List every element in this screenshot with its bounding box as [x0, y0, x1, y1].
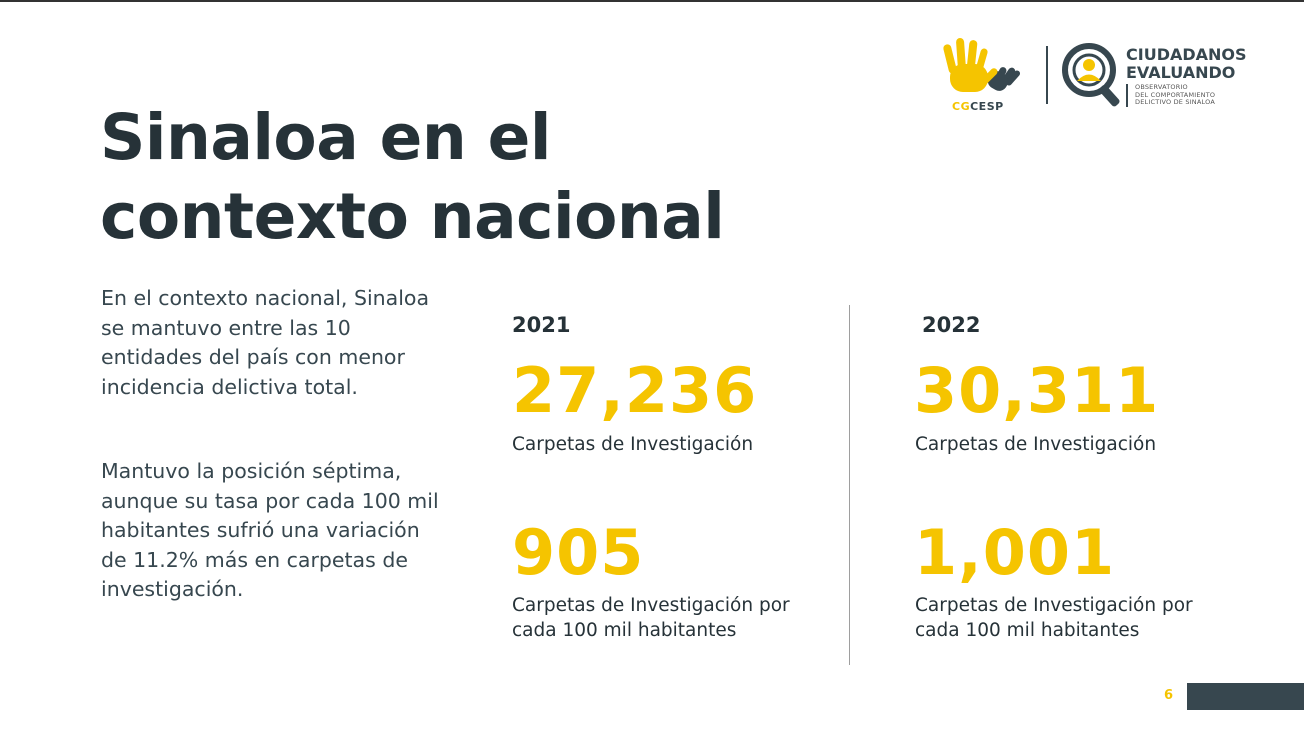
- rate-2021-label: Carpetas de Investigación por cada 100 mil habitantes: [512, 595, 790, 641]
- cgcesp-wordmark: [952, 100, 1004, 113]
- hands-icon: [940, 36, 1030, 100]
- slide-title: [100, 98, 724, 256]
- total-2021-value: 27,236: [512, 354, 758, 427]
- year-2021-heading: 2021: [512, 313, 571, 337]
- cgcesp-wordmark-cg: CG: [952, 100, 971, 113]
- total-2021-label: Carpetas de Investigación: [512, 434, 754, 455]
- logo-divider: [1046, 46, 1048, 104]
- observatorio-line-2: DEL COMPORTAMIENTO: [1135, 90, 1216, 99]
- column-divider: [849, 305, 850, 665]
- rate-2022-value: 1,001: [914, 516, 1116, 589]
- footer-bar: [1187, 683, 1304, 710]
- observatorio-subtitle: [1126, 84, 1215, 107]
- slide-title-line-1: Sinaloa en el: [100, 101, 551, 174]
- cgcesp-logo: [940, 36, 1030, 118]
- body-paragraph-1: En el contexto nacional, Sinaloa se mantuvo entre las 10 entidades del país con menor incidencia delictiva total.: [101, 286, 430, 399]
- observatorio-line-1: OBSERVATORIO: [1135, 83, 1188, 91]
- top-border-line: [0, 0, 1304, 2]
- page-number: 6: [1164, 688, 1174, 703]
- total-2022-label: Carpetas de Investigación: [915, 434, 1157, 455]
- ciudadanos-line: CIUDADANOS: [1126, 45, 1247, 64]
- magnifier-person-icon: [1061, 42, 1125, 110]
- slide-title-line-2: contexto nacional: [100, 180, 725, 253]
- evaluando-line: EVALUANDO: [1126, 63, 1236, 82]
- body-paragraph-2: Mantuvo la posición séptima, aunque su tasa por cada 100 mil habitantes sufrió una variación de 11.2% más en carpetas de investigación.: [101, 459, 439, 601]
- year-2022-heading: 2022: [922, 313, 981, 337]
- total-2022-value: 30,311: [914, 354, 1160, 427]
- rate-2021-value: 905: [512, 516, 645, 589]
- rate-2022-label: Carpetas de Investigación por cada 100 mil habitantes: [915, 595, 1193, 641]
- ciudadanos-evaluando-wordmark: [1126, 46, 1247, 82]
- cgcesp-wordmark-cesp: CESP: [970, 100, 1004, 113]
- observatorio-line-3: DELICTIVO DE SINALOA: [1135, 98, 1215, 106]
